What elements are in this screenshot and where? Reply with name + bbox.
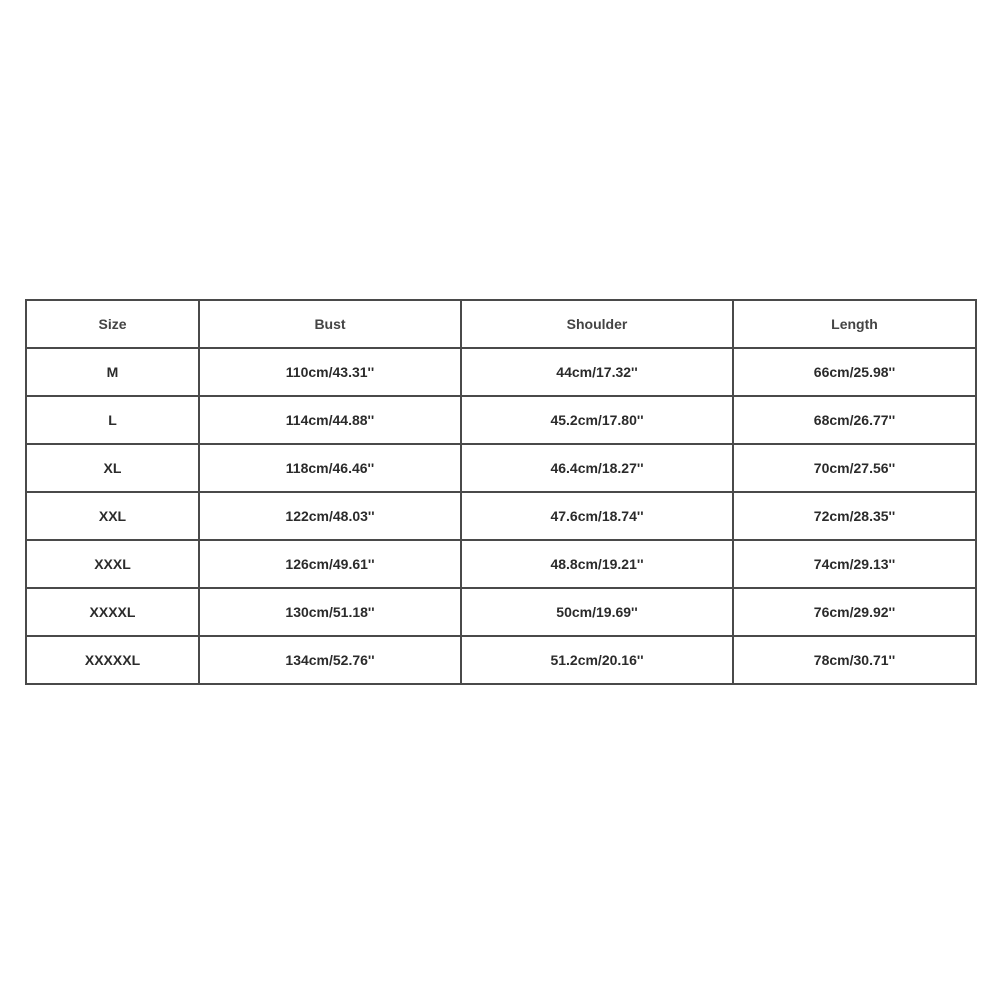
bust-cell: 122cm/48.03'' [199,492,461,540]
length-cell: 72cm/28.35'' [733,492,976,540]
bust-cell: 118cm/46.46'' [199,444,461,492]
size-cell: XXXXL [26,588,199,636]
length-cell: 74cm/29.13'' [733,540,976,588]
size-cell: XXXL [26,540,199,588]
header-bust: Bust [199,300,461,348]
bust-cell: 130cm/51.18'' [199,588,461,636]
size-chart-table [25,299,977,685]
length-cell: 66cm/25.98'' [733,348,976,396]
shoulder-cell: 51.2cm/20.16'' [461,636,733,684]
shoulder-cell: 46.4cm/18.27'' [461,444,733,492]
header-size: Size [26,300,199,348]
table-row [26,444,976,492]
length-cell: 68cm/26.77'' [733,396,976,444]
header-shoulder: Shoulder [461,300,733,348]
length-cell: 76cm/29.92'' [733,588,976,636]
table-row [26,396,976,444]
shoulder-cell: 45.2cm/17.80'' [461,396,733,444]
size-cell: XXXXXL [26,636,199,684]
length-cell: 70cm/27.56'' [733,444,976,492]
size-cell: M [26,348,199,396]
table-row [26,588,976,636]
shoulder-cell: 48.8cm/19.21'' [461,540,733,588]
header-length: Length [733,300,976,348]
size-cell: XL [26,444,199,492]
shoulder-cell: 44cm/17.32'' [461,348,733,396]
table-row [26,636,976,684]
table-row [26,540,976,588]
length-cell: 78cm/30.71'' [733,636,976,684]
bust-cell: 134cm/52.76'' [199,636,461,684]
header-row [26,300,976,348]
size-cell: XXL [26,492,199,540]
bust-cell: 126cm/49.61'' [199,540,461,588]
shoulder-cell: 50cm/19.69'' [461,588,733,636]
table-row [26,492,976,540]
size-cell: L [26,396,199,444]
bust-cell: 110cm/43.31'' [199,348,461,396]
shoulder-cell: 47.6cm/18.74'' [461,492,733,540]
bust-cell: 114cm/44.88'' [199,396,461,444]
table-row [26,348,976,396]
